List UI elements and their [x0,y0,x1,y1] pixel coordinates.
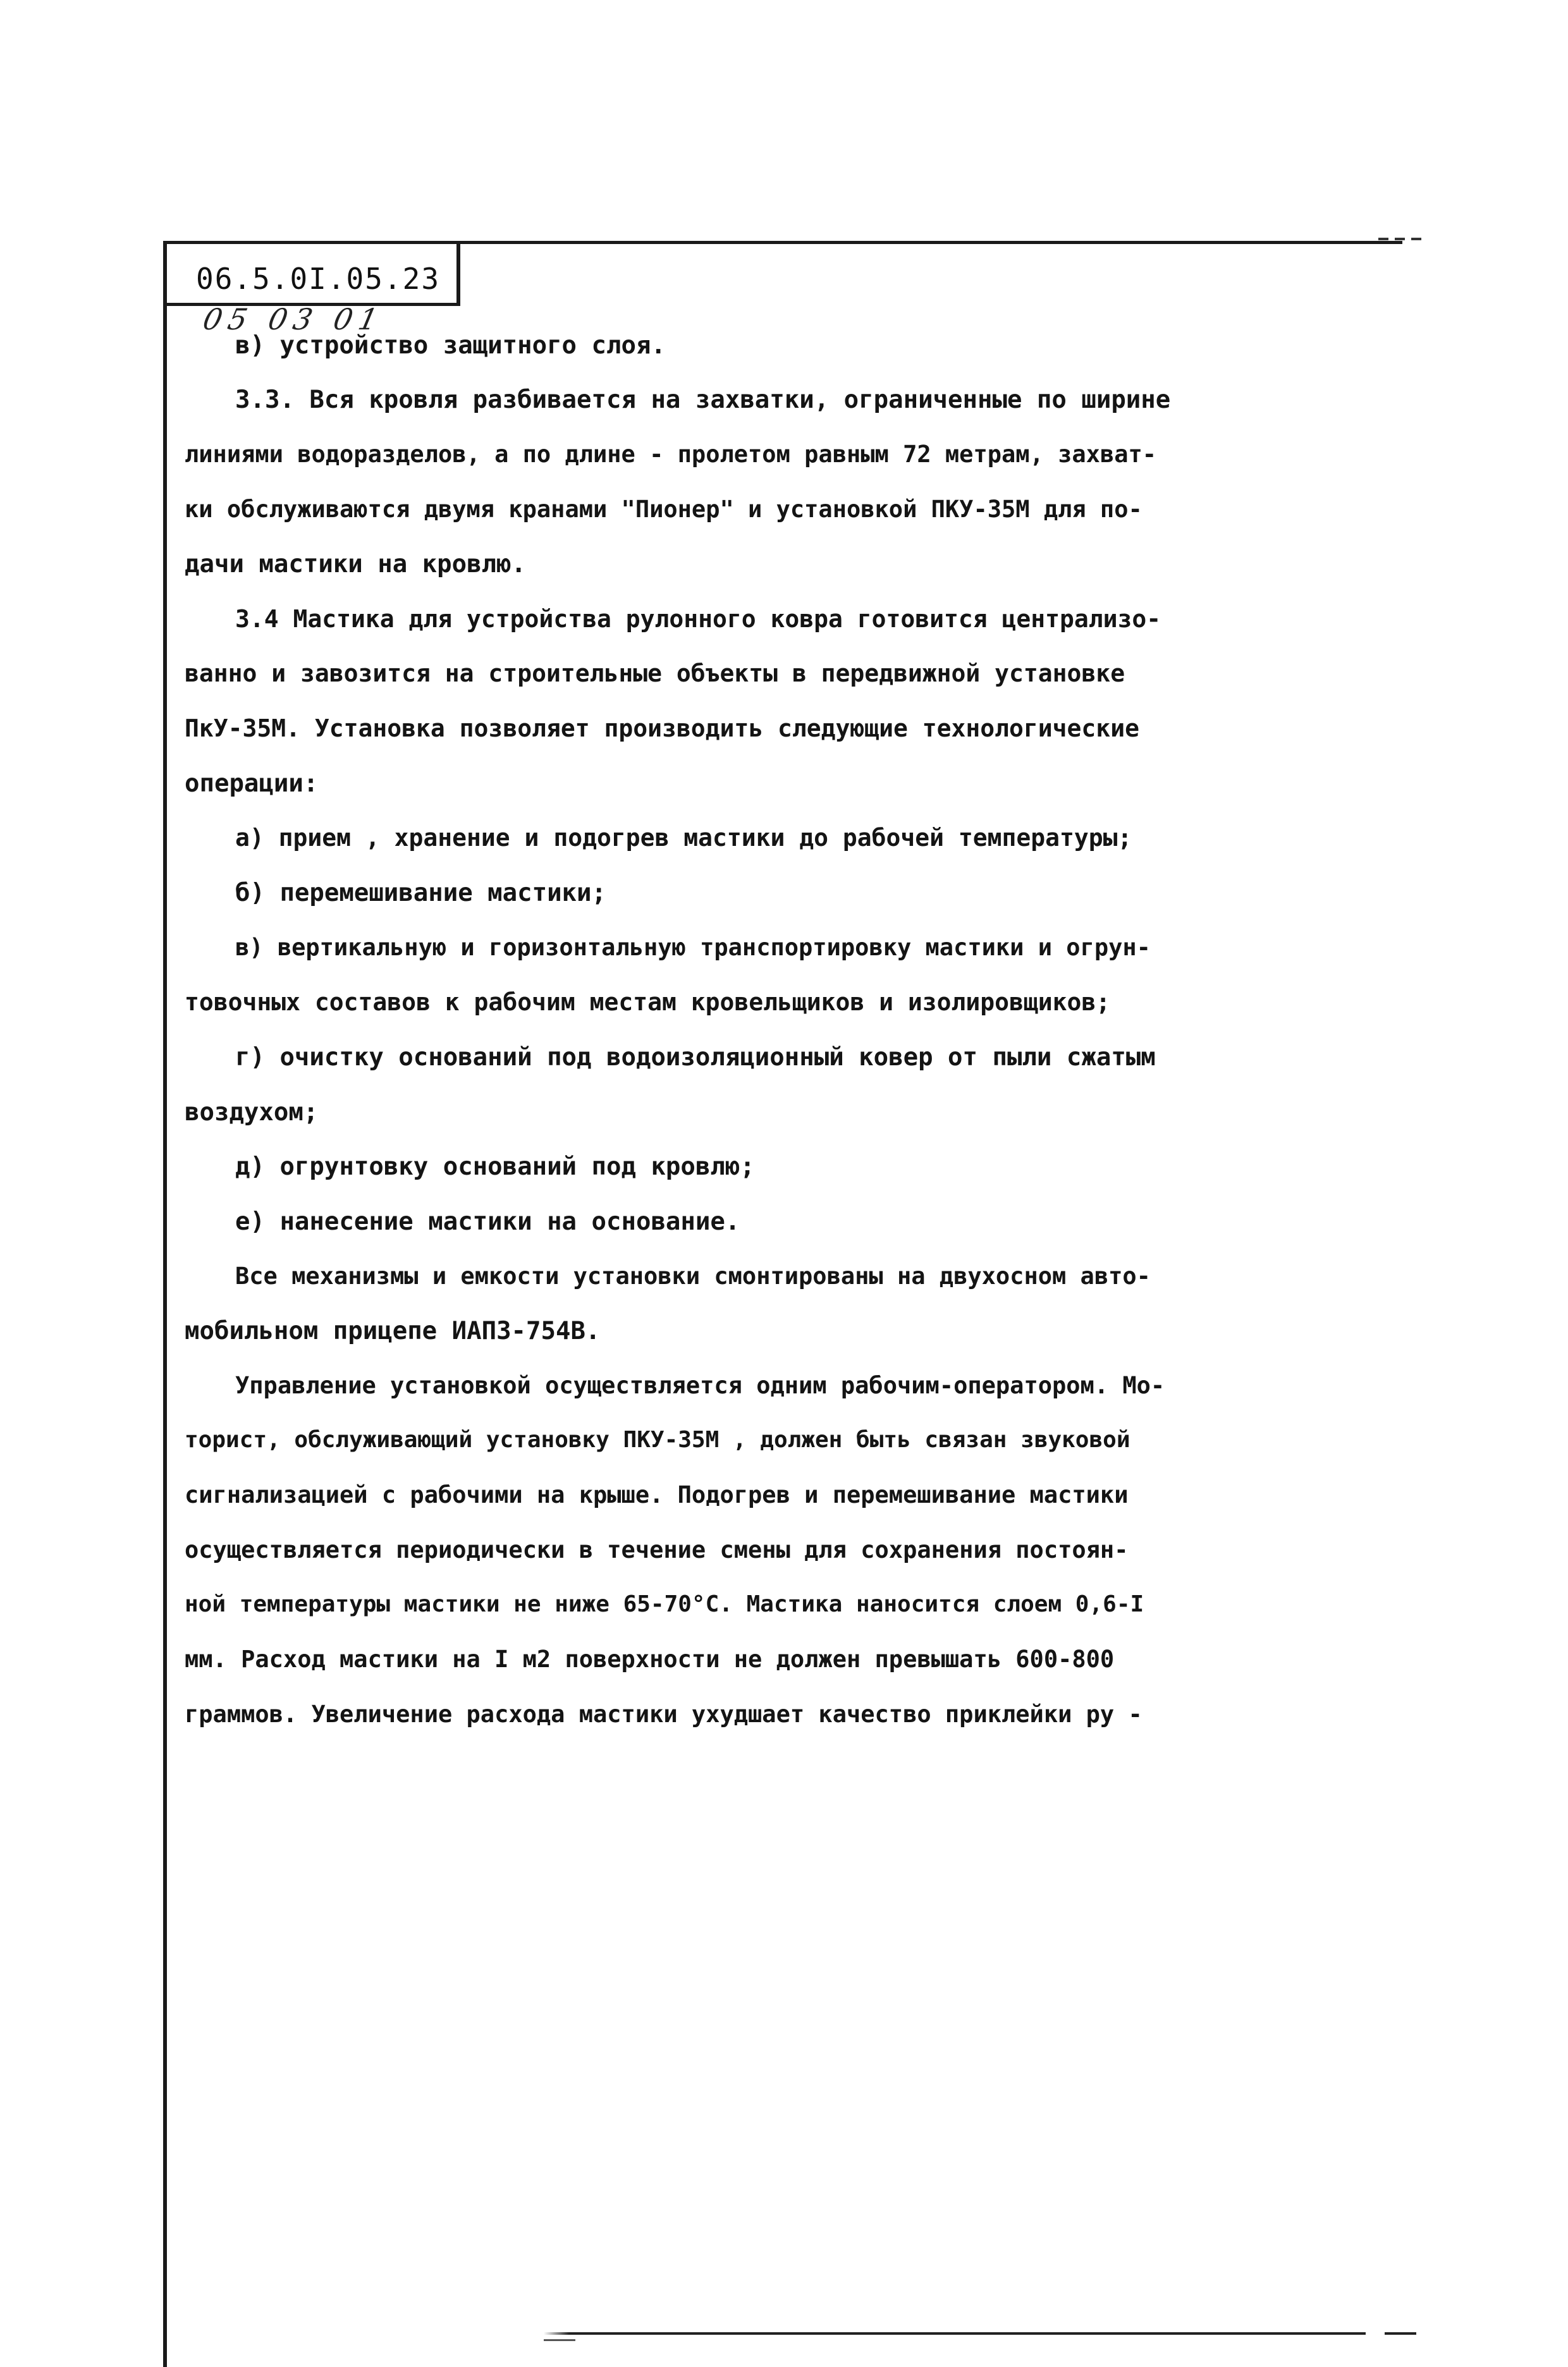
text-line: граммов. Увеличение расхода мастики ухудшает качество приклейки ру - [185,1701,1142,1728]
text-line: Все механизмы и емкости установки смонтированы на двухосном авто- [235,1263,1151,1290]
text-line: е) нанесение мастики на основание. [235,1208,740,1236]
text-line: 3.3. Вся кровля разбивается на захватки, ограниченные по ширине [235,386,1171,414]
text-line: осуществляется периодически в течение смены для сохранения постоян- [185,1536,1129,1563]
text-line: ки обслуживаются двумя кранами "Пионер" и установкой ПКУ-35М для по- [185,496,1142,523]
text-line: товочных составов к рабочим местам кровельщиков и изолировщиков; [185,988,1111,1016]
text-line: Управление установкой осуществляется одним рабочим-оператором. Мо- [235,1372,1165,1399]
frame-bottom-line [544,2332,1416,2335]
text-line: б) перемешивание мастики; [235,879,606,907]
text-line: в) устройство защитного слоя. [235,331,666,360]
text-line: линиями водоразделов, а по длине - пролетом равным 72 метрам, захват- [185,441,1157,468]
text-line: ПкУ-35М. Установка позволяет производить следующие технологические [185,714,1139,742]
text-line: мм. Расход мастики на I м2 поверхности не должен превышать 600-800 [185,1646,1115,1673]
doc-code: 06.5.0I.05.23 [196,262,441,296]
text-line: дачи мастики на кровлю. [185,550,527,578]
text-line: г) очистку оснований под водоизоляционный ковер от пыли сжатым [235,1043,1156,1072]
text-line: а) прием , хранение и подогрев мастики до рабочей температуры; [235,824,1132,852]
frame-top-dashes [1378,238,1423,240]
text-line: д) огрунтовку оснований под кровлю; [235,1153,755,1181]
text-line: воздухом; [185,1098,319,1127]
text-line: торист, обслуживающий установку ПКУ-35М , должен быть связан звуковой [185,1427,1130,1453]
text-line: сигнализацией с рабочими на крыше. Подогрев и перемешивание мастики [185,1481,1129,1508]
text-line: в) вертикальную и горизонтальную транспортировку мастики и огрун- [235,934,1151,961]
handwritten-note: 05 03 01 [200,302,388,336]
text-line: мобильном прицепе ИАПЗ-754В. [185,1317,601,1345]
frame-bottom-dash [544,2339,575,2341]
frame-left-line [163,243,167,2367]
text-line: операции: [185,769,319,798]
text-line: 3.4 Мастика для устройства рулонного ковра готовится централизо- [235,605,1161,633]
text-line: ванно и завозится на строительные объекты в передвижной установке [185,659,1125,687]
text-line: ной температуры мастики не ниже 65-70°С. Мастика наносится слоем 0,6-I [185,1591,1144,1617]
